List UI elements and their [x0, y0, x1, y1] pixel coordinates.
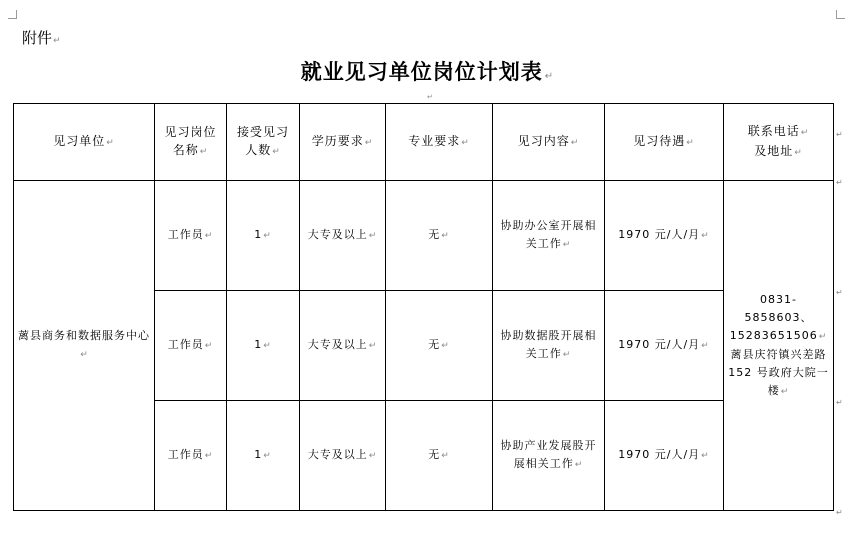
contact-address: 蓠县庆符镇兴差路 152 号政府大院一楼 — [728, 347, 829, 397]
header-position: 见习岗位 名称↵ — [155, 104, 227, 181]
paragraph-mark-icon: ↵ — [364, 138, 374, 148]
paragraph-mark-icon: ↵ — [570, 138, 580, 148]
row-end-mark-icon: ↵ — [836, 398, 843, 407]
paragraph-mark-icon: ↵ — [461, 138, 470, 148]
header-education: 学历要求↵ — [300, 104, 386, 181]
plan-table — [13, 103, 834, 511]
paragraph-mark-icon: ↵ — [53, 36, 61, 46]
education-cell: 大专及以上↵ — [300, 181, 386, 291]
major-cell: 无↵ — [386, 181, 493, 291]
position-cell: 工作员↵ — [155, 181, 227, 291]
paragraph-mark-icon: ↵ — [800, 128, 810, 138]
position-cell: 工作员↵ — [155, 291, 227, 401]
education-cell: 大专及以上↵ — [300, 401, 386, 511]
attachment-label: 附件 — [22, 29, 53, 47]
row-end-mark-icon: ↵ — [836, 288, 843, 297]
count-cell: 1↵ — [227, 401, 300, 511]
major-cell: 无↵ — [386, 401, 493, 511]
contact-cell: 0831-5858603、15283651506↵ 蓠县庆符镇兴差路 152 号政府大院一楼↵ — [724, 181, 834, 511]
position-cell: 工作员↵ — [155, 401, 227, 511]
content-cell: 协助产业发展股开展相关工作↵ — [493, 401, 605, 511]
document-title-row — [0, 56, 855, 86]
attachment-label-row — [22, 27, 61, 48]
row-end-mark-icon: ↵ — [836, 178, 843, 187]
paragraph-mark-icon: ↵ — [686, 138, 695, 148]
treatment-cell: 1970 元/人/月↵ — [605, 291, 724, 401]
header-content: 见习内容↵ — [493, 104, 605, 181]
paragraph-mark-icon: ↵ — [544, 71, 555, 82]
paragraph-mark-icon: ↵ — [794, 148, 803, 158]
content-cell: 协助办公室开展相关工作↵ — [493, 181, 605, 291]
treatment-cell: 1970 元/人/月↵ — [605, 181, 724, 291]
contact-phones: 0831-5858603、15283651506 — [729, 292, 818, 342]
unit-name-cell: 蓠县商务和数据服务中心↵ — [14, 181, 155, 511]
paragraph-mark-icon: ↵ — [272, 147, 281, 157]
header-treatment: 见习待遇↵ — [605, 104, 724, 181]
paragraph-mark-icon: ↵ — [106, 138, 115, 148]
content-cell: 协助数据股开展相关工作↵ — [493, 291, 605, 401]
count-cell: 1↵ — [227, 291, 300, 401]
table-row — [14, 181, 834, 291]
page-corner-mark-left — [8, 10, 17, 19]
paragraph-mark-icon: ↵ — [427, 93, 433, 101]
paragraph-mark-icon: ↵ — [80, 350, 89, 360]
treatment-cell: 1970 元/人/月↵ — [605, 401, 724, 511]
table-header-row — [14, 104, 834, 181]
header-contact: 联系电话↵ 及地址↵ — [724, 104, 834, 181]
header-unit: 见习单位↵ — [14, 104, 155, 181]
document-title: 就业见习单位岗位计划表 — [300, 60, 543, 84]
header-major: 专业要求↵ — [386, 104, 493, 181]
page-corner-mark-right — [836, 10, 845, 19]
count-cell: 1↵ — [227, 181, 300, 291]
row-end-mark-icon: ↵ — [836, 130, 843, 139]
major-cell: 无↵ — [386, 291, 493, 401]
paragraph-mark-icon: ↵ — [199, 147, 209, 157]
education-cell: 大专及以上↵ — [300, 291, 386, 401]
row-end-mark-icon: ↵ — [836, 508, 843, 517]
header-count: 接受见习 人数↵ — [227, 104, 300, 181]
